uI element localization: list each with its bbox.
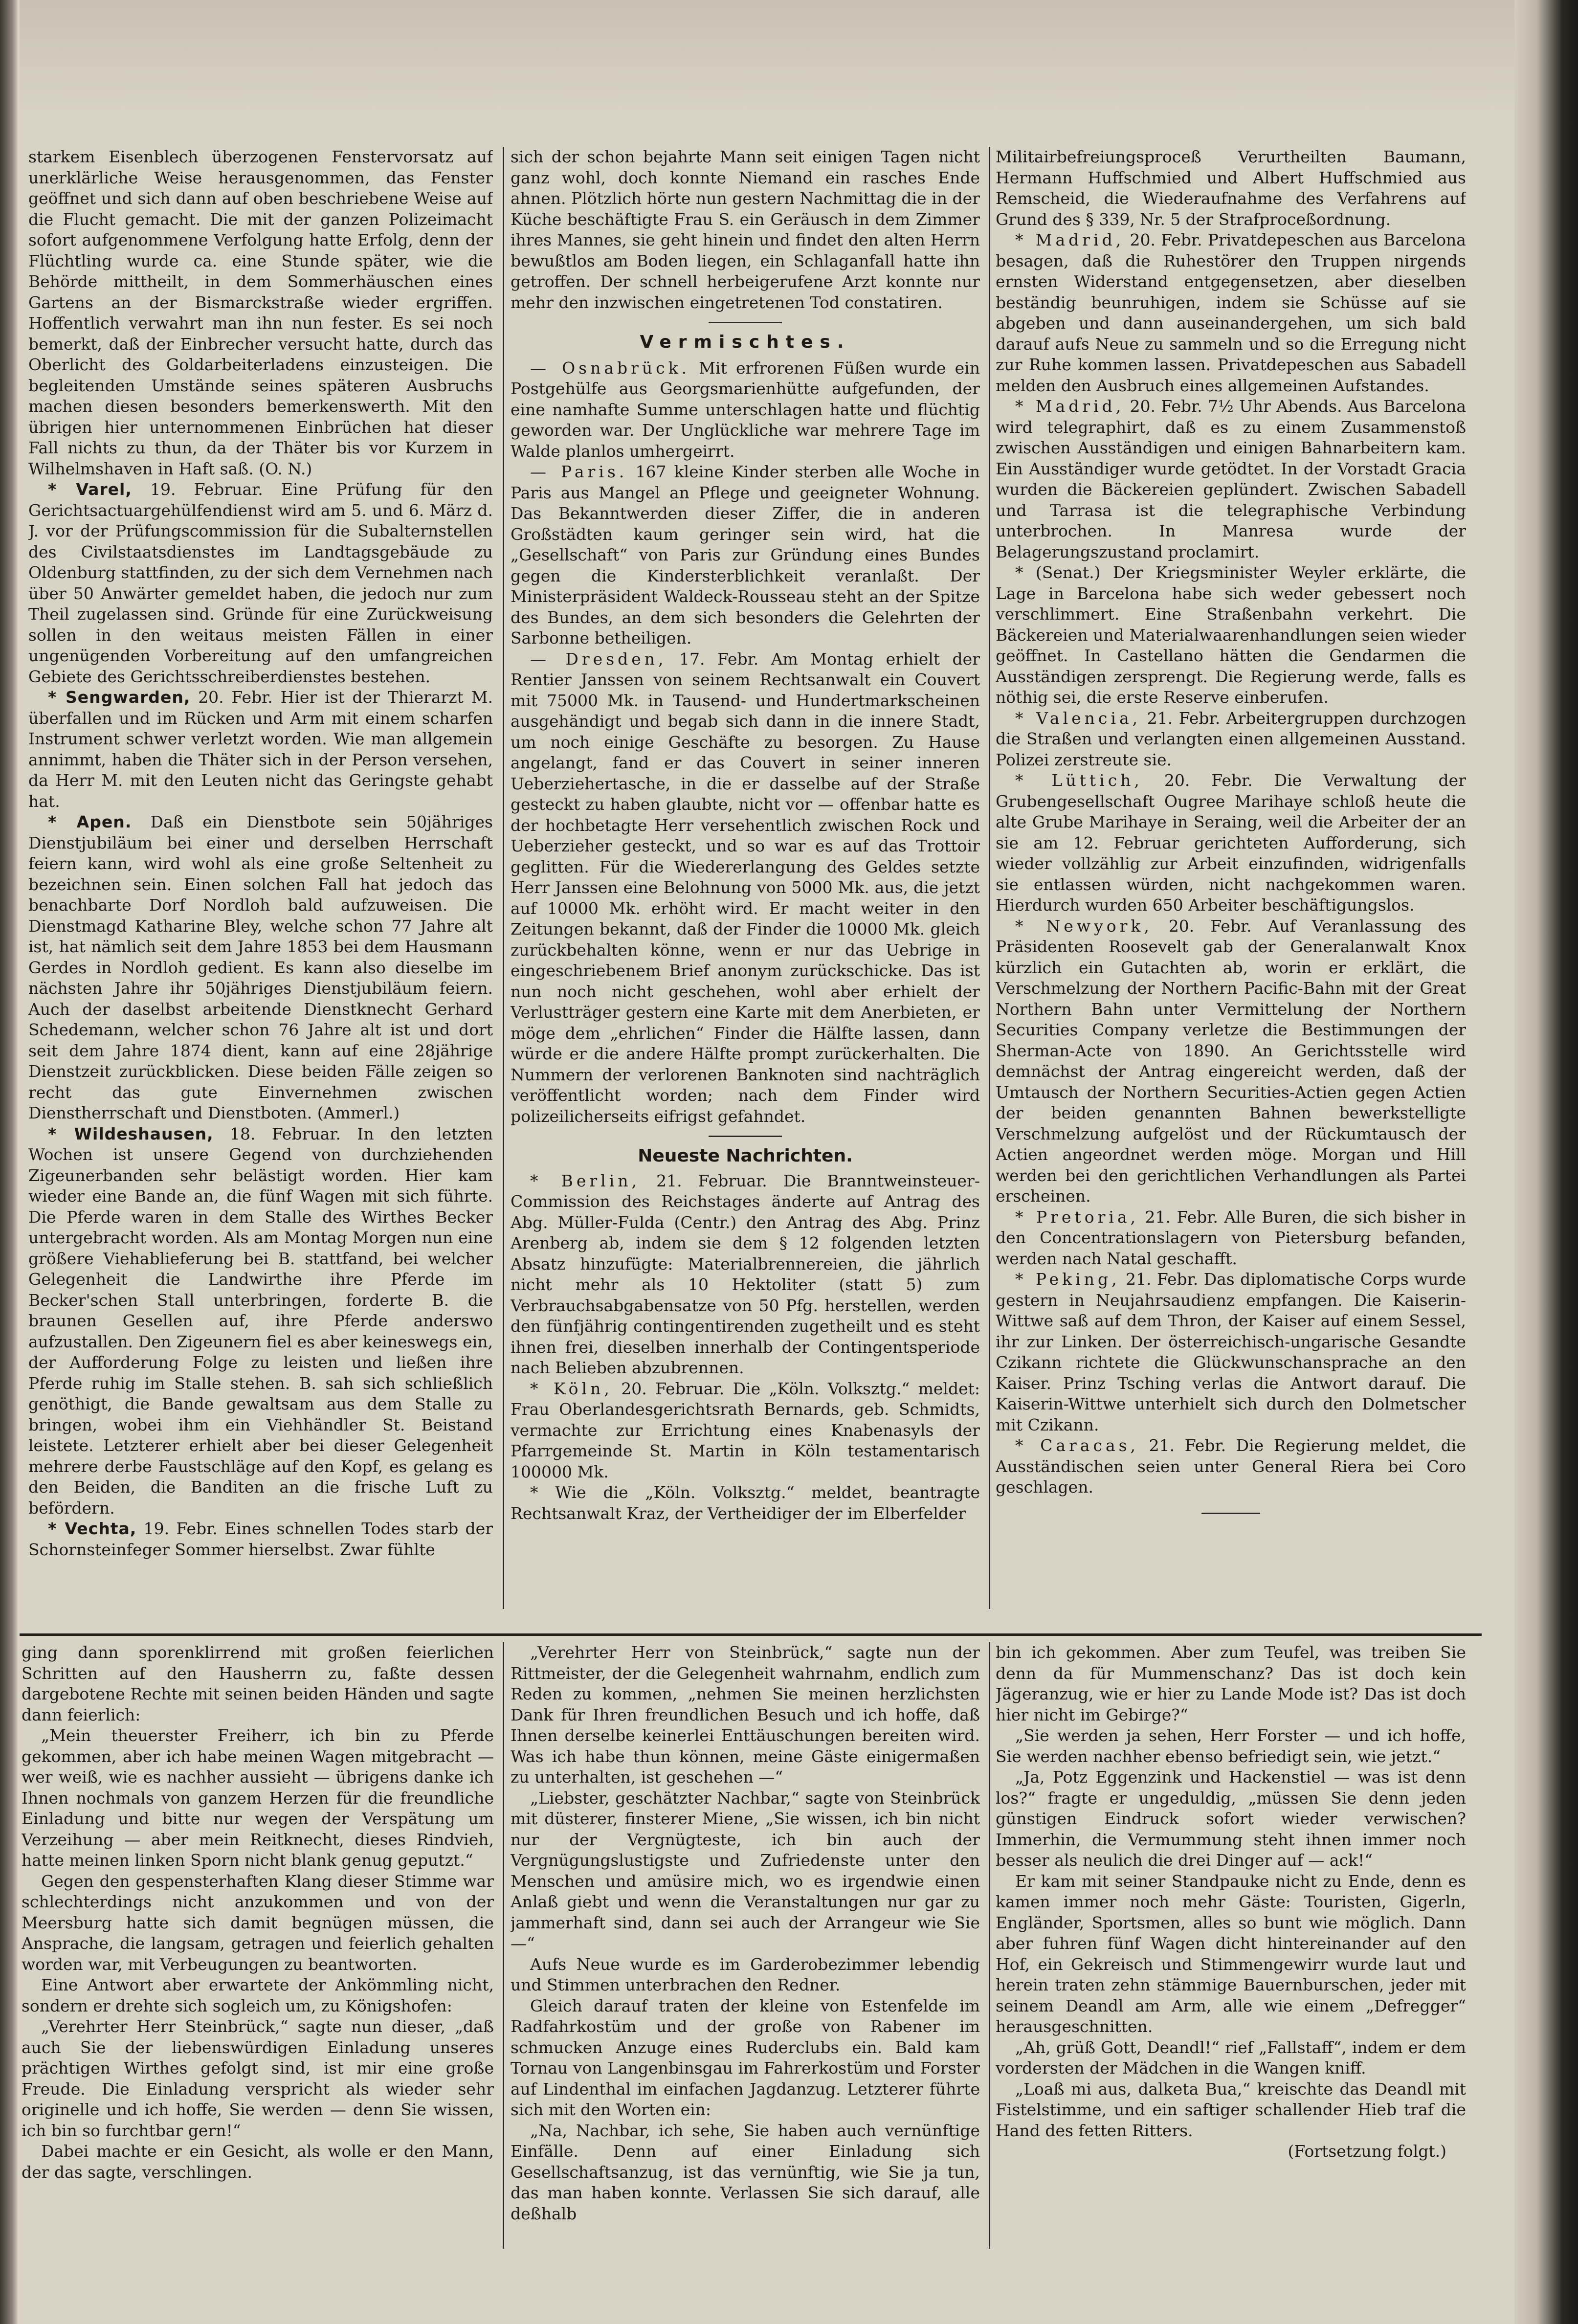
story-paragraph: Aufs Neue wurde es im Garderobezimmer lebendig und Stimmen unterbrachen den Redner. [511,1954,980,1994]
article-peking-text: 21. Febr. Das diplomatische Corps wurde gestern in Neujahrsaudienz empfangen. Die Kaiserin-Wittwe saß auf dem Thron, der Kaiser auf einem Sessel, ihr zur Linken. Der österreichisch-ungarische Gesandte Czikann richtete die Glückwunschansprache an den Kaiser. Prinz Tsching verlas die Antwort darauf. Die Kaiserin-Wittwe unterhielt sich durch den Dolmetscher mit Czikann. [996,1270,1466,1434]
article-apen-text: Daß ein Dienstbote sein 50jähriges Dienstjubiläum bei einer und derselben Herrschaft feiern kann, wird wohl als eine große Seltenheit zu bezeichnen sein. Einen solchen Fall hat jedoch das benachbarte Dorf Nordloh bald aufzuweisen. Die Dienstmagd Katharine Bley, welche schon 77 Jahre alt ist, hat nämlich seit dem Jahre 1853 bei dem Hausmann Gerdes in Nordloh gedient. Es kann also dieselbe im nächsten Jahre ihr 50jähriges Dienstjubiläum feiern. Auch der daselbst arbeitende Dienstknecht Gerhard Schedemann, welcher schon 76 Jahre alt ist und dort seit dem Jahre 1874 dient, kann auf eine 28jährige Dienstzeit zurückblicken. Diese beiden Fälle zeigen so recht das gute Einvernehmen zwischen Dienstherrschaft und Dienstboten. (Ammerl.) [28,812,493,1122]
article-madrid-2-text: 20. Febr. 7½ Uhr Abends. Aus Barcelona wird telegraphirt, daß es zu einem Zusammenstoß zwischen Ausständigen und einigen Bahnarbeitern kam. Ein Ausständiger wurde getödtet. In der Vorstadt Gracia wurden die Bäckereien geplündert. Zwischen Sabadell und Tarrasa ist die telegraphische Verbindung unterbrochen. In Manresa wurde der Belagerungszustand proclamirt. [996,397,1466,561]
dateline-berlin: * Berlin, [530,1171,640,1190]
article-sengwarden-text: 20. Febr. Hier ist der Thierarzt M. überfallen und im Rücken und Arm mit einem scharfen Instrument schwer verletzt worden. Wie man allgemein annimmt, haben die Thäter sich in der Person versehen, da Herr M. mit den Leuten nicht das Geringste gehabt hat. [28,688,493,811]
article-valencia [996,708,1466,771]
article-berlin-text: 21. Februar. Die Branntweinsteuer-Commission des Reichstages änderte auf Antrag des Abg. Müller-Fulda (Centr.) den Antrag des Abg. Prinz Arenberg ab, indem sie dem § 12 folgenden letzten Absatz hinzufügte: Materialbrennereien, die jährlich nicht mehr als 10 Hektoliter (statt 5) zum Verbrauchsabgabensatze von 50 Pfg. herstellen, werden den fünfjährig contingentirenden zugetheilt und es steht ihnen frei, dieselben innerhalb der Contingentsperiode nach Belieben abzubrennen. [511,1171,980,1377]
dateline-apen: * Apen. [48,812,132,831]
article-wildeshausen [28,1124,493,1519]
dateline-koeln: * Köln, [530,1379,613,1398]
story-paragraph: „Loaß mi aus, dalketa Bua,“ kreischte das Deandl mit Fistelstimme, und ein saftiger schallender Hieb traf die Hand des fetten Ritters. [996,2079,1466,2140]
dateline-vechta: * Vechta, [48,1519,137,1538]
end-of-news-rule [1201,1513,1260,1514]
article-madrid-1 [996,230,1466,396]
story-paragraph: „Na, Nachbar, ich sehe, Sie haben auch vernünftige Einfälle. Denn auf einer Einladung sich Gesellschaftsanzug, ist das vernünftig, wie Sie ja tun, das man haben konnte. Verlassen Sie sich darauf, alle deßhalb [511,2121,980,2223]
column-divider-2 [989,147,990,1609]
article-berlin [511,1171,980,1379]
continuation-note: (Fortsetzung folgt.) [1288,2142,1446,2161]
article-koeln [511,1379,980,1483]
article-paris-text: 167 kleine Kinder sterben alle Woche in Paris aus Mangel an Pflege und geeigneter Wohnung. Das Bekanntwerden dieser Ziffer, die in anderen Großstädten kaum geringer sein wird, hat die „Gesellschaft“ von Paris zur Gründung eines Bundes gegen die Kindersterblichkeit veranlaßt. Der Ministerpräsident Waldeck-Rousseau steht an der Spitze des Bundes, an dem sich besonders die Gelehrten der Sarbonne betheiligen. [511,462,980,648]
article-peking [996,1269,1466,1435]
article-wildeshausen-text: 18. Februar. In den letzten Wochen ist unsere Gegend von durchziehenden Zigeunerbanden sehr belästigt worden. Hier kam wieder eine Bande an, die fünf Wagen mit sich führte. Die Pferde waren in dem Stalle des Wirthes Becker untergebracht worden. Als am Montag Morgen nun eine größere Viehablieferung bei B. stattfand, bei welcher Gelegenheit die Landwirthe ihre Pferde im Becker'schen Stall unterbringen, forderte B. die braunen Gesellen auf, ihre Pferde anderswo aufzustallen. Den Zigeunern fiel es aber keineswegs ein, der Aufforderung Folge zu leisten und ließen ihre Pferde ruhig im Stalle stehen. B. sah sich schließlich genöthigt, die Bande gewaltsam aus dem Stalle zu bringen, wobei ihm ein Viehhändler St. Beistand leistete. Letzterer erhielt aber bei dieser Gelegenheit mehrere derbe Faustschläge auf den Kopf, es gelang es den Beiden, die Banditen an die frische Luft zu befördern. [28,1124,493,1518]
page-binding-shadow [0,0,18,2324]
feuilleton-divider-2 [989,1642,990,2249]
feuilleton-column-2 [511,1642,980,2249]
news-column-2 [511,147,980,1609]
dateline-madrid-2: * Madrid, [1015,397,1125,416]
story-paragraph: ging dann sporenklirrend mit großen feierlichen Schritten auf den Hausherrn zu, faßte dessen dargebotene Rechte mit seinen beiden Händen und sagte dann feierlich: [22,1643,494,1724]
story-paragraph: „Ah, grüß Gott, Deandl!“ rief „Fallstaff“, indem er dem vordersten der Mädchen in die Wangen kniff. [996,2037,1466,2078]
article-senat: * (Senat.) Der Kriegsminister Weyler erklärte, die Lage in Barcelona habe sich weder gebessert noch verschlimmert. Eine Straßenbahn verkehrt. Die Bäckereien und Materialwaarenhandlungen seien wieder geöffnet. In Castellano hätten die Gendarmen die Ausständigen zersprengt. Die Regierung werde, falls es nöthig sei, die erste Reserve einberufen. [996,563,1466,707]
vechta-report-ending: sich der schon bejahrte Mann seit einigen Tagen nicht ganz wohl, doch konnte Niemand ein rasches Ende ahnen. Plötzlich hörte nun gestern Nachmittag die in der Küche beschäftigte Frau S. ein Geräusch in dem Zimmer ihres Mannes, sie geht hinein und findet den alten Herrn bewußtlos am Boden liegen, ein Schlaganfall hatte ihn getroffen. Der schnell herbeigerufene Arzt konnte nur mehr den inzwischen eingetretenen Tod constatiren. [511,147,980,312]
article-varel [28,479,493,687]
article-paris [511,462,980,649]
article-sengwarden [28,687,493,812]
dateline-varel: * Varel, [48,480,132,499]
article-luettich-text: 20. Febr. Die Verwaltung der Grubengesellschaft Ougree Marihaye schloß heute die alte Grube Marihaye in Seraing, weil die Arbeiter der an sie am 12. Februar gerichteten Aufforderung, sich wieder vollzählig zur Arbeit einzufinden, widrigenfalls sie entlassen würden, nicht nachgekommen waren. Hierdurch wurden 650 Arbeiter beschäftigungslos. [996,771,1466,915]
dateline-sengwarden: * Sengwarden, [48,688,191,707]
story-paragraph: Eine Antwort aber erwartete der Ankömmling nicht, sondern er drehte sich sogleich um, zu Königshofen: [22,1975,494,2015]
story-paragraph: Gleich darauf traten der kleine von Estenfelde im Radfahrkostüm und der große von Rabener im schmucken Anzuge eines Ruderclubs ein. Bald kam Tornau von Langenbinsgau im Fahrerkostüm und Forster auf Lindenthal im einfachen Jagdanzug. Letzterer führte sich mit den Worten ein: [511,1996,980,2119]
article-madrid-1-text: 20. Febr. Privatdepeschen aus Barcelona besagen, daß die Ruhestörer den Truppen nirgends ernsten Widerstand entgegensetzen, aber dieselben beständig beunruhigen, indem sie Schüsse auf sie abgeben und dann auseinandergehen, um sich bald darauf aufs Neue zu sammeln und so die Erregung nicht zur Ruhe kommen lassen. Privatdepeschen aus Sabadell melden den Ausbruch eines allgemeinen Aufstandes. [996,230,1466,395]
article-madrid-2 [996,396,1466,562]
story-paragraph: „Liebster, geschätzter Nachbar,“ sagte von Steinbrück mit düsterer, finsterer Miene, „Sie wissen, ich bin nicht nur der Vergnügteste, ich bin auch der Vergnügungslustigste und Zufriedenste unter den Menschen und amüsire mich, wo es irgendwie einen Anlaß giebt und wenn die Veranstaltungen nur gar zu jammerhaft sind, dann sei auch der Arrangeur wie Sie —“ [511,1788,980,1953]
article-pretoria [996,1207,1466,1270]
article-vechta-text: 19. Febr. Eines schnellen Todes starb der Schornsteinfeger Sommer hierselbst. Zwar fühlte [28,1519,493,1559]
article-dresden-text: 17. Febr. Am Montag erhielt der Rentier Janssen von seinem Rechtsanwalt ein Couvert mit 75000 Mk. in Tausend- und Hundertmarkscheinen ausgehändigt und begab sich dann in die innere Stadt, um noch einige Geschäfte zu besorgen. Zu Hause angelangt, fand er das Couvert in seiner inneren Ueberziehertasche, in die er dasselbe auf der Straße gesteckt zu haben glaubte, nicht vor — offenbar hatte es der hochbetagte Herr versehentlich zwischen Rock und Ueberzieher gesteckt, und so war es auf das Trottoir geglitten. Für die Wiedererlangung des Geldes setzte Herr Janssen eine Belohnung von 5000 Mk. aus, die jetzt auf 10000 Mk. erhöht wird. Er macht weiter in den Zeitungen bekannt, daß der Finder die 10000 Mk. gleich zurückbehalten könne, wenn er nur das Uebrige in eingeschriebenem Brief anonym zurückschicke. Das ist nun noch nicht geschehen, wohl aber erhielt der Verlustträger gestern eine Karte mit dem Anerbieten, er möge dem „ehrlichen“ Finder die Hälfte lassen, dann würde er die andere Hälfte prompt zurückerhalten. Die Nummern der verlorenen Banknoten sind nachträglich veröffentlicht worden; nach dem Finder wird polizeilicherseits eifrigst gefahndet. [511,649,980,1126]
article-varel-text: 19. Februar. Eine Prüfung für den Gerichtsactuargehülfendienst wird am 5. und 6. März d. J. vor der Prüfungscommission für die Subalternstellen des Civilstaatsdienstes im Landtagsgebäude zu Oldenburg stattfinden, zu der sich dem Vernehmen nach über 50 Anwärter gemeldet haben, die jedoch nur zum Theil zugelassen sind. Gründe für eine Zurückweisung sollen in den weitaus meisten Fällen in einer ungenügenden Vorbereitung auf den umfangreichen Gebiete des Gerichtsschreiberdienstes bestehen. [28,480,493,686]
article-caracas [996,1435,1466,1498]
dateline-caracas: * Caracas, [1015,1436,1139,1455]
dateline-pretoria: * Pretoria, [1015,1207,1139,1227]
article-apen [28,812,493,1124]
section-title-vermischtes: Vermischtes. [640,332,851,352]
section-separator [709,322,782,323]
story-paragraph: „Verehrter Herr von Steinbrück,“ sagte nun der Rittmeister, der die Gelegenheit wahrnahm, endlich zum Reden zu kommen, „nehmen Sie meinen herzlichsten Dank für Ihren freundlichen Besuch und ich hoffe, daß Ihnen derselbe keinerlei Enttäuschungen bereiten wird. Was ich habe thun können, meine Gäste einigermaßen zu unterhalten, ist geschehen —“ [511,1643,980,1787]
dateline-peking: * Peking, [1015,1270,1120,1289]
elberfeld-report-ending: Militairbefreiungsproceß Verurtheilten Baumann, Hermann Huffschmied und Albert Huffschmied aus Remscheid, die Wiederaufnahme des Verfahrens auf Grund des § 339, Nr. 5 der Strafproceßordnung. [996,147,1466,229]
article-newyork [996,916,1466,1207]
article-vechta [28,1519,493,1560]
article-valencia-text: 21. Febr. Arbeitergruppen durchzogen die Straßen und verlangten einen allgemeinen Ausstand. Polizei zerstreute sie. [996,708,1466,769]
news-column-1 [28,147,493,1609]
page-edge-shadow [1514,0,1578,2324]
article-osnabrueck-text: Mit erfrorenen Füßen wurde ein Postgehülfe aus Georgsmarienhütte aufgefunden, der eine namhafte Summe unterschlagen hatte und flüchtig geworden war. Der Unglückliche war mehrere Tage im Walde planlos umhergeirrt. [511,358,980,461]
section-separator [709,1136,782,1137]
article-dresden [511,649,980,1127]
feuilleton-column-1 [22,1642,494,2249]
article-koeln-2: * Wie die „Köln. Volksztg.“ meldet, beantragte Rechtsanwalt Kraz, der Vertheidiger der im Elberfelder [511,1483,980,1523]
escape-report-ending: starkem Eisenblech überzogenen Fenstervorsatz auf unerklärliche Weise herausgenommen, das Fenster geöffnet und sich dann auf oben beschriebene Weise auf die Flucht gemacht. Die mit der ganzen Polizeimacht sofort aufgenommene Verfolgung hatte Erfolg, denn der Flüchtling wurde ca. eine Stunde später, wie die Behörde mittheilt, in dem Sommerhäuschen eines Gartens an der Bismarckstraße wieder ergriffen. Hoffentlich verwahrt man ihn nun fester. Es sei noch bemerkt, daß der Einbrecher versucht hatte, durch das Oberlicht des Goldarbeiterladens einzusteigen. Die begleitenden Umstände seines späteren Ausbruchs machen diesen besonders bemerkenswerth. Mit den übrigen hier unternommenen Einbrüchen hat dieser Fall nichts zu thun, da der Thäter bis vor Kurzem in Wilhelmshaven in Haft saß. (O. N.) [28,147,493,478]
feuilleton-column-3 [996,1642,1466,2249]
dateline-wildeshausen: * Wildeshausen, [48,1124,214,1143]
story-paragraph: bin ich gekommen. Aber zum Teufel, was treiben Sie denn da für Mummenschanz? Das ist doch kein Jägeranzug, wie er hier zu Lande Mode ist? Das ist doch hier nicht im Gebirge?“ [996,1643,1466,1724]
dateline-newyork: * Newyork, [1015,916,1153,936]
article-luettich [996,770,1466,916]
section-title-neueste-nachrichten: Neueste Nachrichten. [638,1146,853,1166]
dateline-dresden: — Dresden, [530,649,667,669]
feuilleton-divider-1 [503,1642,504,2249]
story-paragraph: „Sie werden ja sehen, Herr Forster — und ich hoffe, Sie werden nachher ebenso befriedigt sein, wie jetzt.“ [996,1726,1466,1766]
story-paragraph: Dabei machte er ein Gesicht, als wolle er den Mann, der das sagte, verschlingen. [22,2142,494,2182]
article-osnabrueck [511,358,980,462]
story-paragraph: „Mein theuerster Freiherr, ich bin zu Pferde gekommen, aber ich habe meinen Wagen mitgebracht — wer weiß, wie es nachher aussieht — übrigens danke ich Ihnen nochmals von ganzem Herzen für die freundliche Einladung und bitte nur wegen der Verspätung um Verzeihung — aber mein Reitknecht, dieses Rindvieh, hatte meinen linken Sporn nicht blank genug geputzt.“ [22,1726,494,1870]
story-paragraph: „Ja, Potz Eggenzink und Hackenstiel — was ist denn los?“ fragte er ungeduldig, „müssen Sie denn jeden günstigen Eindruck sofort wieder verwischen? Immerhin, die Vermummung steht ihnen immer noch besser als neulich die drei Dinger auf — ack!“ [996,1767,1466,1870]
article-newyork-text: 20. Febr. Auf Veranlassung des Präsidenten Roosevelt gab der Generalanwalt Knox kürzlich ein Gutachten ab, worin er erklärt, die Verschmelzung der Northern Pacific-Bahn mit der Great Northern Bahn unter Vermittelung der Northern Securities Company verletze die Bestimmungen der Sherman-Acte von 1890. An Gerichtsstelle wird demnächst der Antrag eingereicht werden, daß der Umtausch der Northern Securities-Actien gegen Actien der beiden genannten Bahnen bewerkstelligte Verschmelzung aufgelöst und der Rückumtausch der Actien angeordnet werden möge. Morgan und Hill werden bei den gerichtlichen Verhandlungen als Partei erscheinen. [996,916,1466,1206]
paper-discoloration [20,0,1516,117]
dateline-paris: — Paris. [530,462,628,481]
story-paragraph: Gegen den gespensterhaften Klang dieser Stimme war schlechterdings nicht anzukommen und von der Meersburg hatte sich damit begnügen müssen, die Ansprache, die langsam, getragen und feierlich gehalten worden war, mit Verbeugungen zu beantworten. [22,1871,494,1974]
story-paragraph: Er kam mit seiner Standpauke nicht zu Ende, denn es kamen immer noch mehr Gäste: Touristen, Gigerln, Engländer, Sportsmen, alles so bunt wie möglich. Dann aber fuhren fünf Wagen dicht hintereinander auf den Hof, ein Gekreisch und Stimmengewirr wurde laut und herein traten zehn stämmige Bauernburschen, jeder mit seinem Deandl am Arm, alle wie einem „Defregger“ herausgeschnitten. [996,1871,1466,2036]
news-column-3 [996,147,1466,1609]
dateline-luettich: * Lüttich, [1015,771,1143,790]
dateline-osnabrueck: — Osnabrück. [530,358,690,378]
feuilleton-separator [20,1633,1482,1636]
dateline-valencia: * Valencia, [1015,708,1141,728]
article-koeln-text: 20. Februar. Die „Köln. Volksztg.“ meldet: Frau Oberlandesgerichtsrath Bernards, geb. Schmidts, vermachte zur Errichtung eines Knabenasyls der Pfarrgemeinde St. Martin in Köln testamentarisch 100000 Mk. [511,1379,980,1481]
article-pretoria-text: 21. Febr. Alle Buren, die sich bisher in den Concentrationslagern von Pietersburg befanden, werden nach Natal geschafft. [996,1207,1466,1268]
column-divider-1 [503,147,504,1609]
dateline-madrid-1: * Madrid, [1015,230,1125,249]
article-caracas-text: 21. Febr. Die Regierung meldet, die Ausständischen seien unter General Riera bei Coro geschlagen. [996,1436,1466,1497]
story-paragraph: „Verehrter Herr Steinbrück,“ sagte nun dieser, „daß auch Sie der liebenswürdigen Einladung unseres prächtigen Wirthes gefolgt sind, ist mir eine große Freude. Die Einladung verspricht als wieder sehr originelle und ich hoffe, Sie werden — denn Sie wissen, ich bin so furchtbar gern!“ [22,2017,494,2140]
